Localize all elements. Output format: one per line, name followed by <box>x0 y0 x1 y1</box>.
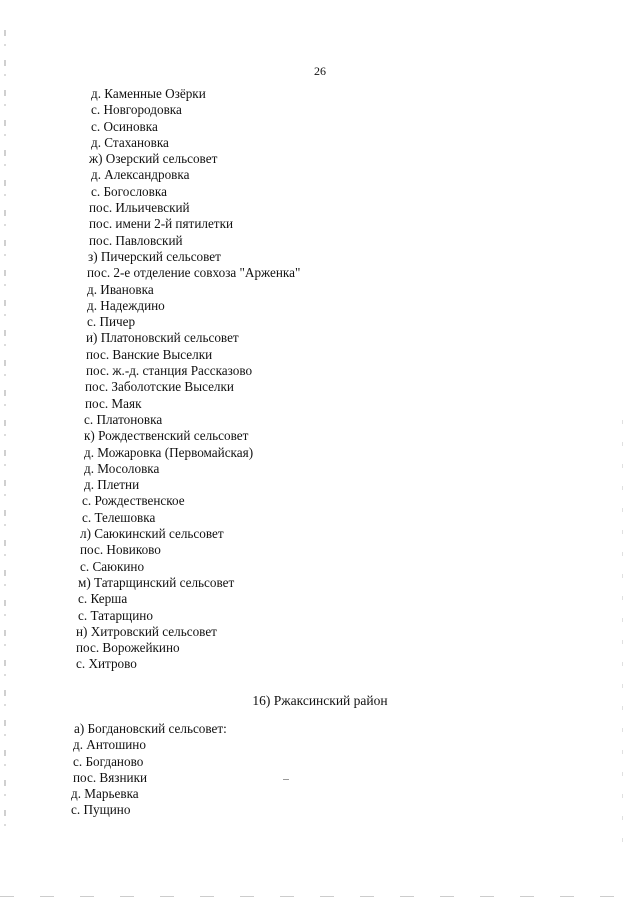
list-item: д. Марьевка <box>71 786 139 802</box>
list-item: пос. ж.-д. станция Рассказово <box>86 363 253 379</box>
list-item: с. Хитрово <box>76 656 137 672</box>
list-item: пос. Ворожейкино <box>76 640 180 656</box>
list-item: с. Татарщино <box>78 607 153 623</box>
list-item: д. Стахановка <box>91 134 169 150</box>
list-item: пос. Заболотские Выселки <box>85 379 234 395</box>
list-item: с. Платоновка <box>84 411 163 427</box>
list-item: н) Хитровский сельсовет <box>76 623 217 639</box>
list-item: пос. Ванские Выселки <box>86 346 213 362</box>
list-item: д. Мосоловка <box>84 460 160 476</box>
list-item: пос. Новиково <box>80 542 161 558</box>
settlement-list-2 <box>0 721 640 819</box>
list-item: пос. Вязники <box>73 769 148 785</box>
scan-edge-bottom <box>0 896 640 897</box>
list-item: д. Ивановка <box>87 281 154 297</box>
list-item: с. Керша <box>78 591 128 607</box>
list-item: ж) Озерский сельсовет <box>89 151 218 167</box>
list-item: с. Новгородовка <box>91 102 182 118</box>
list-item: пос. Павловский <box>89 232 183 248</box>
list-item: пос. Маяк <box>85 395 142 411</box>
list-item: пос. Ильичевский <box>89 200 190 216</box>
list-item: с. Саюкино <box>80 558 145 574</box>
list-item: д. Плетни <box>84 477 140 493</box>
list-item: с. Рождественское <box>82 493 185 509</box>
list-item: с. Пущино <box>71 802 131 818</box>
list-item: с. Осиновка <box>91 118 158 134</box>
list-item: с. Пичер <box>87 314 136 330</box>
list-item: пос. 2-е отделение совхоза "Арженка" <box>87 265 301 281</box>
page-number: 26 <box>314 64 326 78</box>
list-item: д. Можаровка (Первомайская) <box>84 444 254 460</box>
list-item: пос. имени 2-й пятилетки <box>89 216 234 232</box>
list-item: а) Богдановский сельсовет: <box>74 721 227 736</box>
list-item: д. Антошино <box>73 737 146 753</box>
list-item: с. Богданово <box>73 753 144 769</box>
list-item: з) Пичерский сельсовет <box>88 248 221 264</box>
settlement-list <box>0 86 640 673</box>
list-item: д. Надеждино <box>87 297 165 313</box>
list-item: и) Платоновский сельсовет <box>86 330 239 346</box>
list-item: к) Рождественский сельсовет <box>84 428 249 444</box>
district-heading: 16) Ржаксинский район <box>252 693 388 708</box>
list-item: д. Каменные Озёрки <box>91 86 206 101</box>
list-item: м) Татарщинский сельсовет <box>78 574 235 590</box>
list-item: с. Телешовка <box>82 509 156 525</box>
list-item: л) Саюкинский сельсовет <box>80 526 224 542</box>
list-item: с. Богословка <box>91 183 167 199</box>
list-item: д. Александровка <box>91 167 190 183</box>
